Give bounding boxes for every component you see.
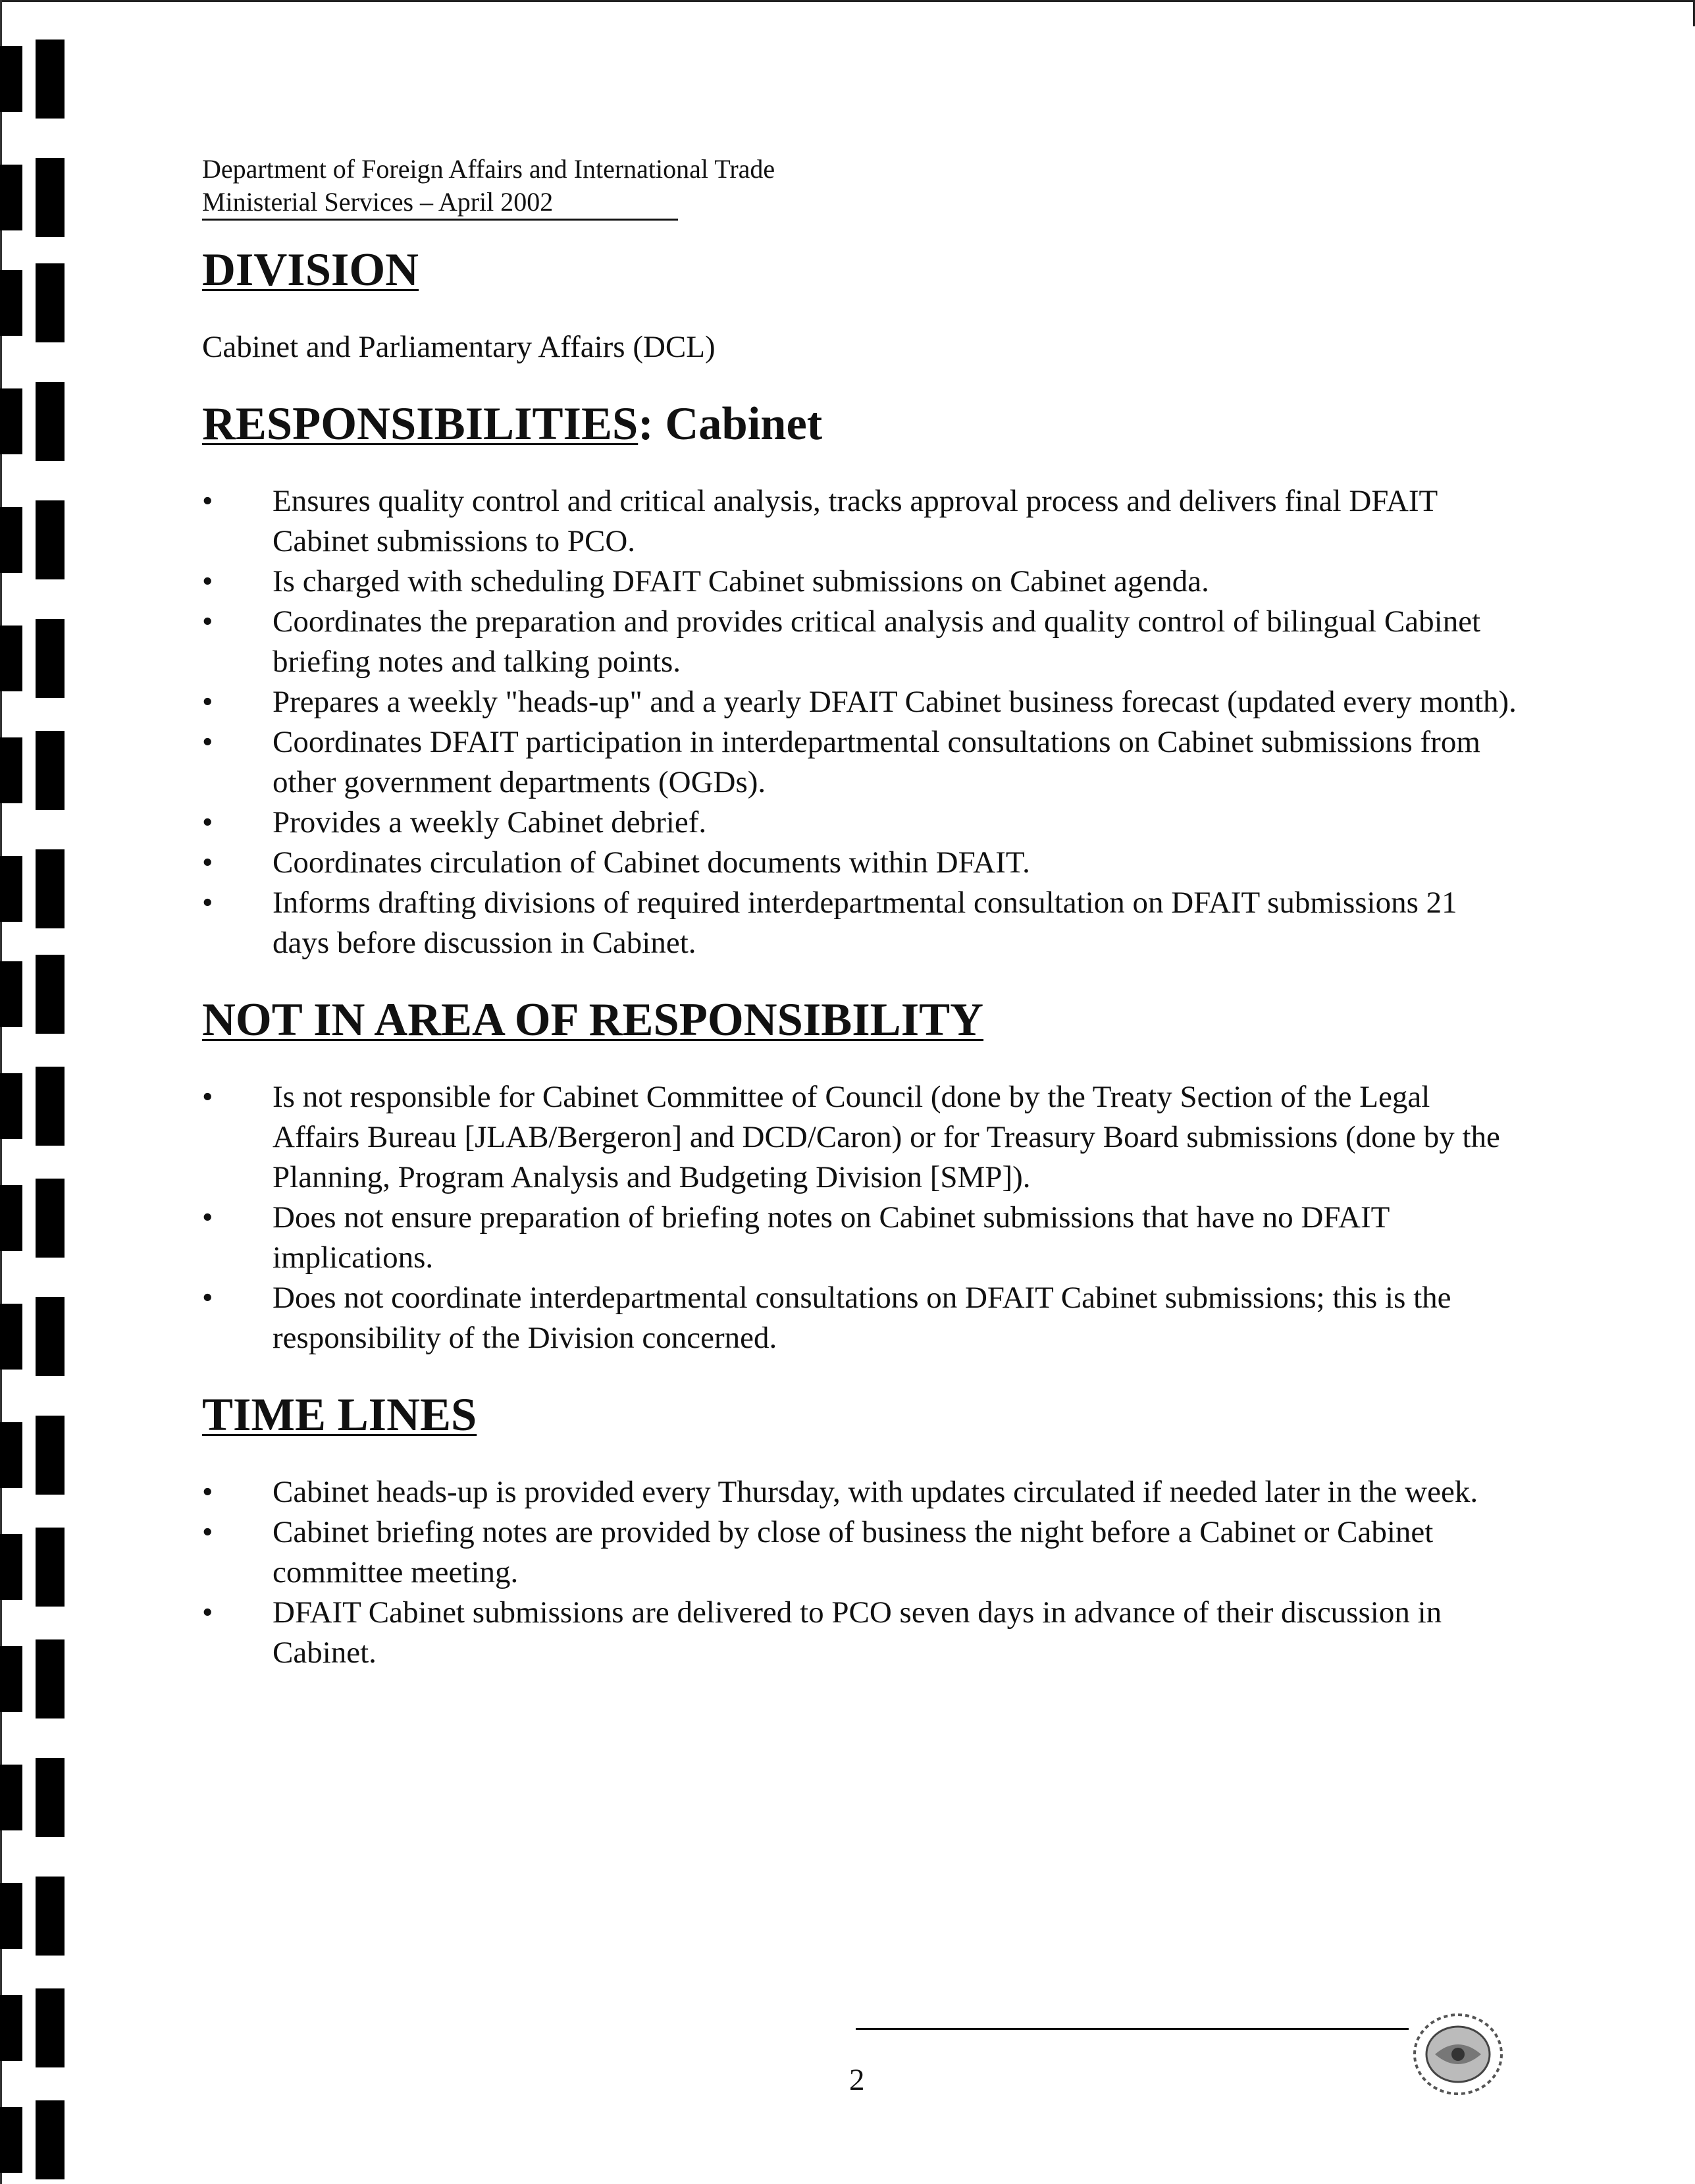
binder-hole-icon bbox=[0, 263, 66, 342]
top-border-rule bbox=[0, 0, 1695, 2]
header-department: Department of Foreign Affairs and International Trade bbox=[202, 154, 775, 184]
binder-hole-icon bbox=[0, 1528, 66, 1607]
list-item-text: Cabinet heads-up is provided every Thursday, with updates circulated if needed later in the week. bbox=[273, 1475, 1478, 1509]
document-body bbox=[202, 244, 1519, 1673]
bullet-icon: • bbox=[202, 805, 213, 839]
time-lines-list bbox=[202, 1472, 1519, 1673]
list-item bbox=[202, 803, 1519, 843]
not-responsible-heading bbox=[202, 994, 1519, 1046]
list-item-text: Coordinates the preparation and provides critical analysis and quality control of bilingual Cabinet briefing notes and talking points. bbox=[273, 604, 1481, 679]
bullet-icon: • bbox=[202, 1200, 213, 1235]
bullet-icon: • bbox=[202, 1475, 213, 1509]
binder-hole-icon bbox=[0, 1297, 66, 1376]
list-item bbox=[202, 1512, 1519, 1593]
bullet-icon: • bbox=[202, 564, 213, 599]
list-item-text: Coordinates circulation of Cabinet documents within DFAIT. bbox=[273, 845, 1030, 880]
list-item bbox=[202, 481, 1519, 562]
binder-hole-icon bbox=[0, 500, 66, 579]
page-header bbox=[202, 153, 775, 221]
list-item-text: Cabinet briefing notes are provided by close of business the night before a Cabinet or Cabinet committee meeting. bbox=[273, 1515, 1434, 1589]
bullet-icon: • bbox=[202, 1595, 213, 1630]
bullet-icon: • bbox=[202, 604, 213, 639]
binder-hole-icon bbox=[0, 1179, 66, 1258]
binder-hole-icon bbox=[0, 158, 66, 237]
bullet-icon: • bbox=[202, 1080, 213, 1114]
bullet-icon: • bbox=[202, 685, 213, 719]
list-item bbox=[202, 1198, 1519, 1278]
division-name: Cabinet and Parliamentary Affairs (DCL) bbox=[202, 330, 716, 364]
list-item bbox=[202, 602, 1519, 682]
binder-hole-icon bbox=[0, 1877, 66, 1956]
list-item-text: Ensures quality control and critical analysis, tracks approval process and delivers final DFAIT Cabinet submissions to PCO. bbox=[273, 484, 1438, 558]
list-item-text: Prepares a weekly "heads-up" and a yearly DFAIT Cabinet business forecast (updated every month). bbox=[273, 685, 1517, 719]
binder-hole-icon bbox=[0, 1988, 66, 2067]
list-item bbox=[202, 843, 1519, 883]
responsibilities-list bbox=[202, 481, 1519, 963]
binder-hole-icon bbox=[0, 619, 66, 698]
list-item bbox=[202, 1593, 1519, 1673]
binder-hole-icon bbox=[0, 955, 66, 1034]
list-item-text: Does not ensure preparation of briefing notes on Cabinet submissions that have no DFAIT implications. bbox=[273, 1200, 1390, 1275]
bullet-icon: • bbox=[202, 1281, 213, 1315]
list-item-text: Is charged with scheduling DFAIT Cabinet submissions on Cabinet agenda. bbox=[273, 564, 1209, 599]
bullet-icon: • bbox=[202, 1515, 213, 1549]
bullet-icon: • bbox=[202, 725, 213, 759]
list-item-text: Coordinates DFAIT participation in interdepartmental consultations on Cabinet submissions from other government departments (OGDs). bbox=[273, 725, 1480, 799]
list-item bbox=[202, 1077, 1519, 1198]
header-service-date: Ministerial Services – April 2002 bbox=[202, 186, 678, 221]
not-responsible-heading-text: NOT IN AREA OF RESPONSIBILITY bbox=[202, 994, 984, 1046]
binder-hole-icon bbox=[0, 382, 66, 461]
seal-icon bbox=[1409, 2008, 1507, 2100]
division-heading-text: DIVISION bbox=[202, 244, 419, 296]
responsibilities-heading-suffix: : Cabinet bbox=[638, 398, 823, 450]
page-number: 2 bbox=[849, 2063, 865, 2097]
binder-strip bbox=[0, 0, 72, 2184]
binder-hole-icon bbox=[0, 40, 66, 119]
not-responsible-list bbox=[202, 1077, 1519, 1358]
time-lines-heading-text: TIME LINES bbox=[202, 1389, 477, 1441]
list-item bbox=[202, 562, 1519, 602]
binder-hole-icon bbox=[0, 1416, 66, 1495]
binder-hole-icon bbox=[0, 849, 66, 928]
responsibilities-heading-text: RESPONSIBILITIES bbox=[202, 398, 639, 450]
binder-hole-icon bbox=[0, 1067, 66, 1146]
list-item-text: DFAIT Cabinet submissions are delivered to PCO seven days in advance of their discussion in Cabinet. bbox=[273, 1595, 1442, 1670]
list-item-text: Is not responsible for Cabinet Committee of Council (done by the Treaty Section of the Legal Affairs Bureau [JLAB/Bergeron] and DCD/Caron) or for Treasury Board submissions (done by the Planning, Program Analysis and Budgeting Division [SMP]). bbox=[273, 1080, 1500, 1194]
bullet-icon: • bbox=[202, 886, 213, 920]
list-item bbox=[202, 883, 1519, 963]
division-heading bbox=[202, 244, 1519, 296]
binder-hole-icon bbox=[0, 1758, 66, 1837]
list-item-text: Provides a weekly Cabinet debrief. bbox=[273, 805, 707, 839]
footer-rule bbox=[856, 2028, 1409, 2030]
binder-hole-icon bbox=[0, 2100, 66, 2179]
list-item bbox=[202, 1472, 1519, 1512]
bullet-icon: • bbox=[202, 484, 213, 518]
list-item-text: Informs drafting divisions of required interdepartmental consultation on DFAIT submissions 21 days before discussion in Cabinet. bbox=[273, 886, 1457, 960]
binder-hole-icon bbox=[0, 731, 66, 810]
list-item bbox=[202, 682, 1519, 722]
responsibilities-heading bbox=[202, 398, 1519, 450]
list-item bbox=[202, 722, 1519, 803]
list-item bbox=[202, 1278, 1519, 1358]
bullet-icon: • bbox=[202, 845, 213, 880]
time-lines-heading bbox=[202, 1389, 1519, 1441]
list-item-text: Does not coordinate interdepartmental consultations on DFAIT Cabinet submissions; this is the responsibility of the Division concerned. bbox=[273, 1281, 1451, 1355]
binder-hole-icon bbox=[0, 1639, 66, 1718]
